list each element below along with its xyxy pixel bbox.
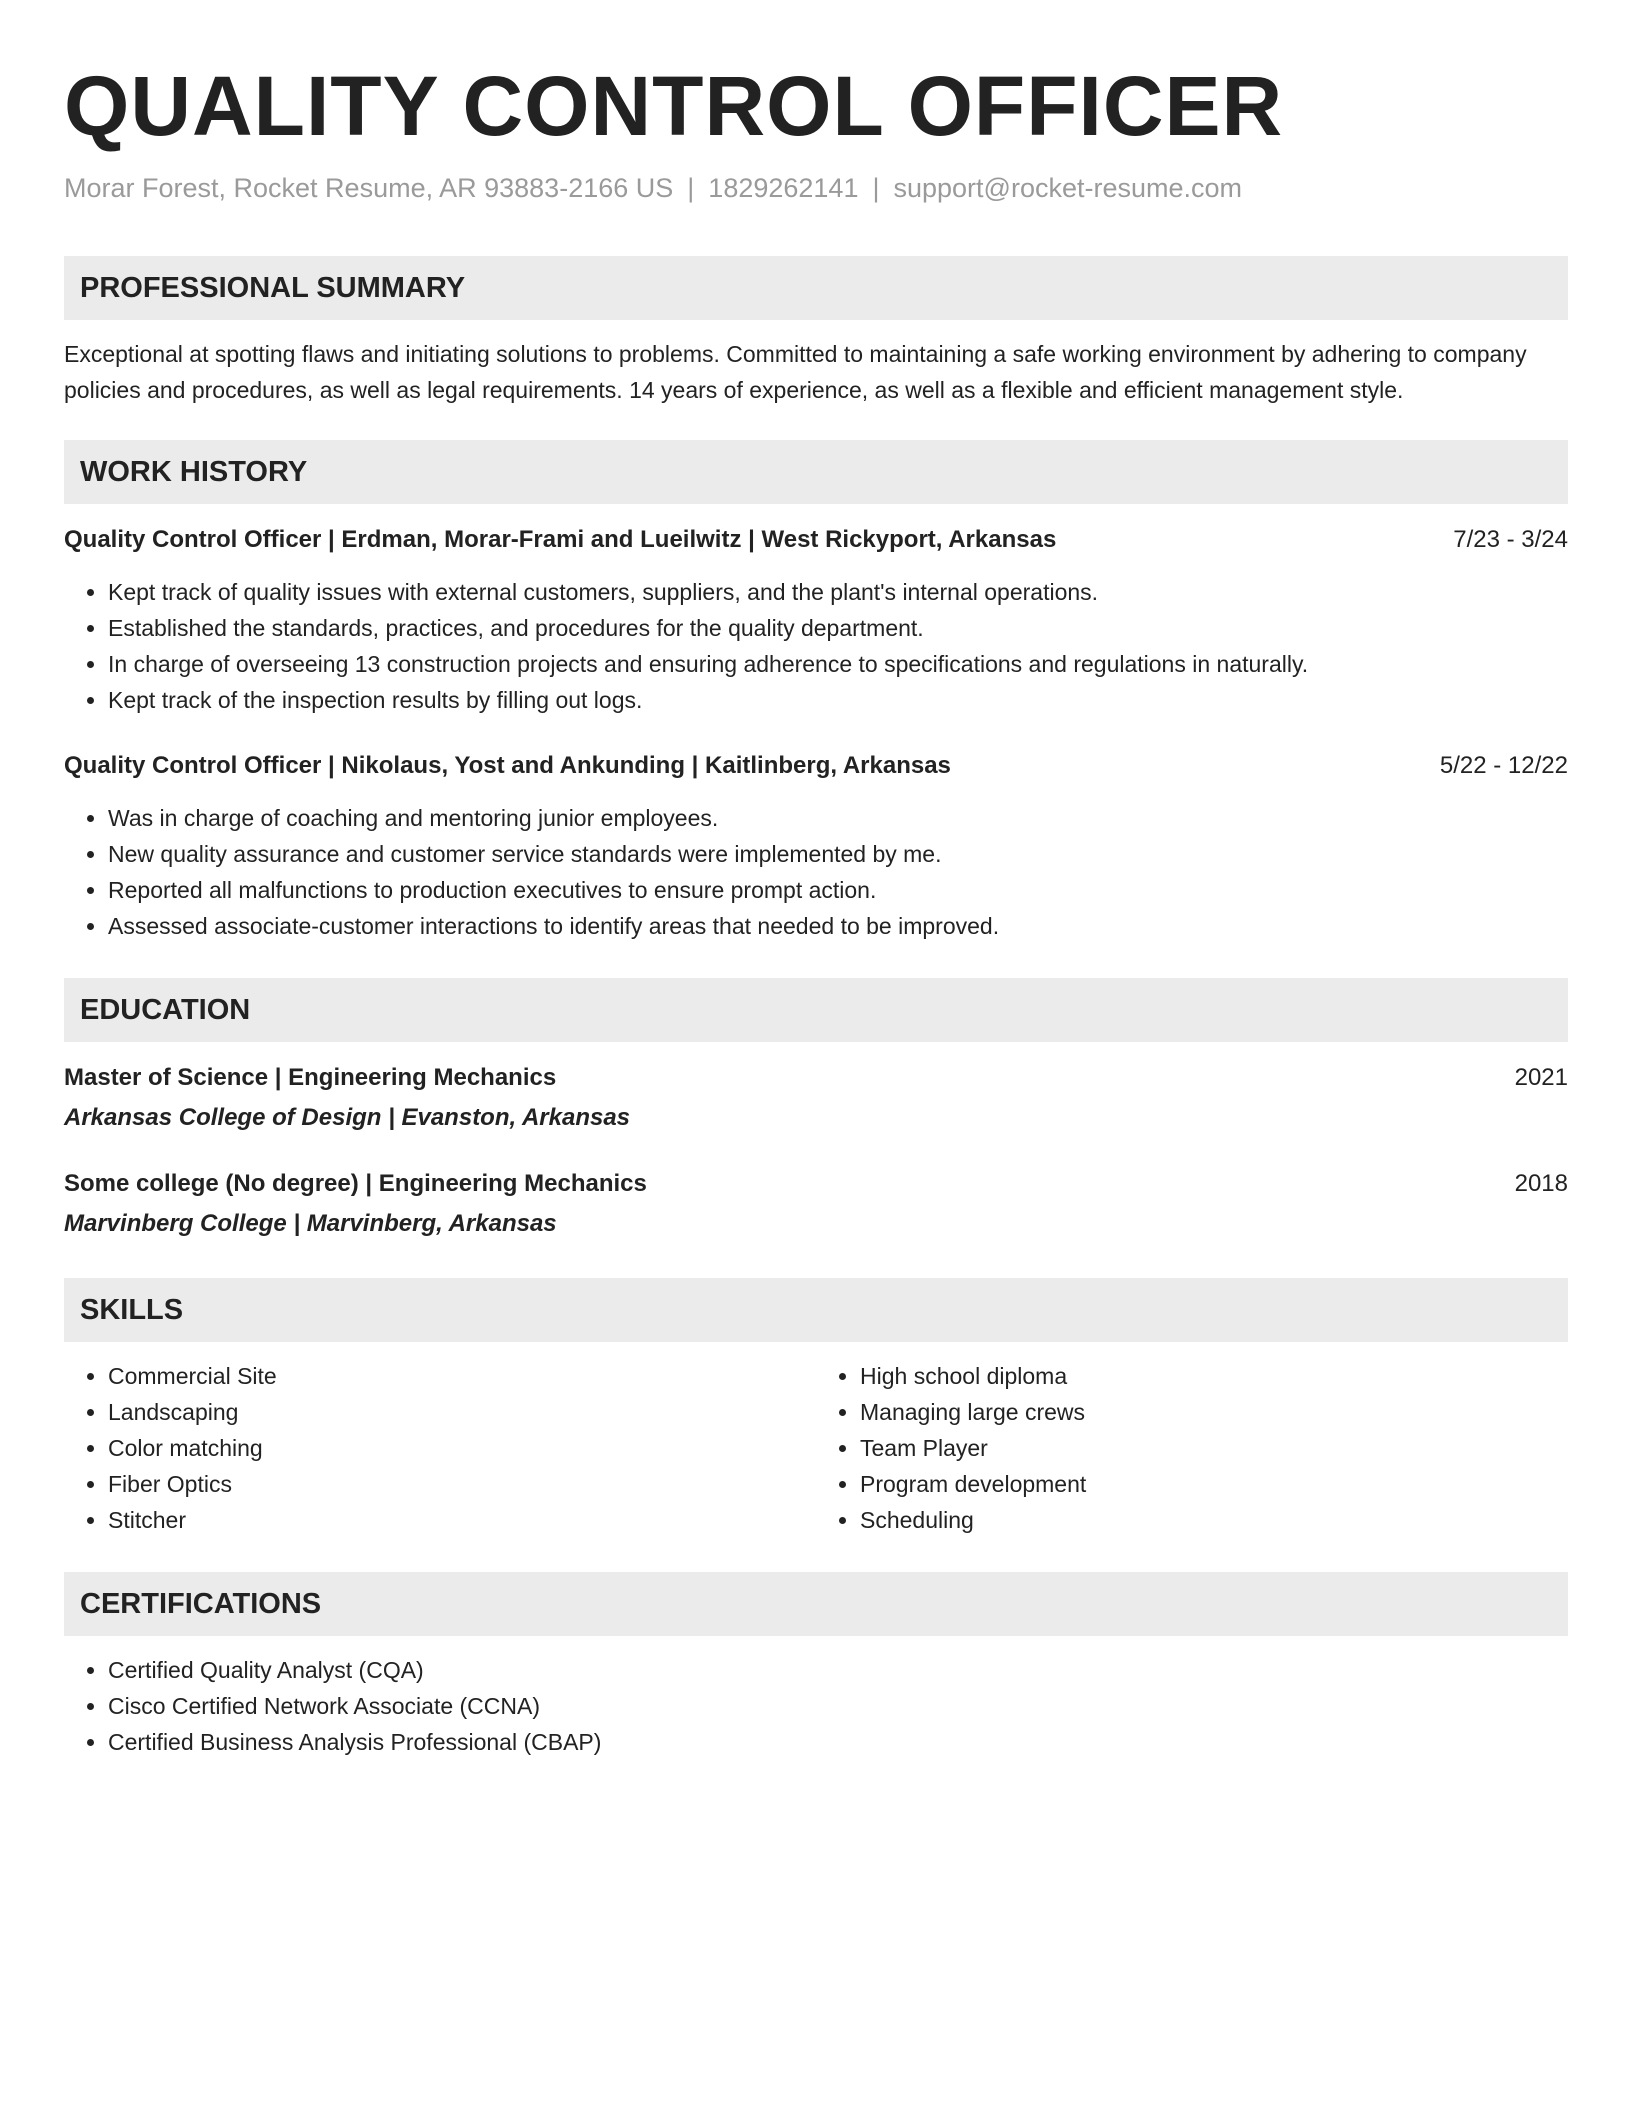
job-bullet: • Reported all malfunctions to production executives to ensure prompt action. — [108, 872, 1568, 908]
education-year: 2021 — [1514, 1064, 1568, 1091]
job-bullet: • Kept track of the inspection results by filling out logs. — [108, 682, 1568, 718]
job-bullet: • New quality assurance and customer service standards were implemented by me. — [108, 836, 1568, 872]
section-heading-skills: SKILLS — [64, 1278, 1568, 1342]
skills-list-left — [64, 1358, 816, 1538]
skills-list-right — [816, 1358, 1568, 1538]
job-header — [64, 748, 1568, 784]
candidate-title: QUALITY CONTROL OFFICER — [64, 59, 1284, 153]
job-bullet: • Was in charge of coaching and mentoring junior employees. — [108, 800, 1568, 836]
section-heading-education: EDUCATION — [64, 978, 1568, 1042]
skill-item: • Program development — [860, 1466, 1568, 1502]
education-degree: Master of Science | Engineering Mechanics — [64, 1064, 557, 1091]
skill-item: • Commercial Site — [108, 1358, 816, 1394]
job-dates: 7/23 - 3/24 — [1453, 526, 1568, 553]
skill-item: • High school diploma — [860, 1358, 1568, 1394]
job-bullet: • Established the standards, practices, and procedures for the quality department. — [108, 610, 1568, 646]
job-bullets — [64, 574, 1568, 718]
skill-item: • Managing large crews — [860, 1394, 1568, 1430]
skills-columns — [64, 1358, 1568, 1538]
job-bullet: • Assessed associate-customer interactions to identify areas that needed to be improved. — [108, 908, 1568, 944]
section-heading-work-history: WORK HISTORY — [64, 440, 1568, 504]
education-degree: Some college (No degree) | Engineering Mechanics — [64, 1170, 647, 1197]
certification-item: • Certified Quality Analyst (CQA) — [108, 1652, 1568, 1688]
job-entry — [64, 522, 1568, 718]
job-title: Quality Control Officer | Nikolaus, Yost and Ankunding | Kaitlinberg, Arkansas — [64, 752, 951, 779]
contact-address: Morar Forest, Rocket Resume, AR 93883-2166 US — [64, 173, 674, 203]
contact-phone: 1829262141 — [708, 173, 859, 203]
education-entry — [64, 1166, 1568, 1242]
education-header — [64, 1060, 1568, 1096]
job-title: Quality Control Officer | Erdman, Morar-Frami and Lueilwitz | West Rickyport, Arkansas — [64, 526, 1057, 553]
skill-item: • Color matching — [108, 1430, 816, 1466]
contact-separator: | — [687, 173, 695, 203]
contact-email: support@rocket-resume.com — [893, 173, 1243, 203]
education-entry — [64, 1060, 1568, 1136]
education-year: 2018 — [1514, 1170, 1568, 1197]
education-school: Arkansas College of Design | Evanston, Arkansas — [64, 1104, 631, 1131]
education-header — [64, 1166, 1568, 1202]
certification-item: • Cisco Certified Network Associate (CCNA) — [108, 1688, 1568, 1724]
job-bullet: • In charge of overseeing 13 construction projects and ensuring adherence to specifications and regulations in naturally. — [108, 646, 1568, 682]
skill-item: • Scheduling — [860, 1502, 1568, 1538]
job-bullet: • Kept track of quality issues with external customers, suppliers, and the plant's internal operations. — [108, 574, 1568, 610]
summary-text: Exceptional at spotting flaws and initiating solutions to problems. Committed to maintaining a safe working environment by adhering to company policies and procedures, as well as legal requirements. 14 years of experience, as well as a flexible and efficient management style. — [64, 341, 1527, 403]
contact-separator: | — [872, 173, 880, 203]
skill-item: • Stitcher — [108, 1502, 816, 1538]
education-school: Marvinberg College | Marvinberg, Arkansas — [64, 1210, 557, 1237]
section-heading-summary: PROFESSIONAL SUMMARY — [64, 256, 1568, 320]
section-heading-certifications: CERTIFICATIONS — [64, 1572, 1568, 1636]
skill-item: • Landscaping — [108, 1394, 816, 1430]
job-header — [64, 522, 1568, 558]
certifications-list — [64, 1652, 1568, 1760]
contact-line — [64, 170, 1568, 206]
certification-item: • Certified Business Analysis Professional (CBAP) — [108, 1724, 1568, 1760]
skill-item: • Fiber Optics — [108, 1466, 816, 1502]
job-bullets — [64, 800, 1568, 944]
job-dates: 5/22 - 12/22 — [1439, 752, 1568, 779]
skill-item: • Team Player — [860, 1430, 1568, 1466]
job-entry — [64, 748, 1568, 944]
